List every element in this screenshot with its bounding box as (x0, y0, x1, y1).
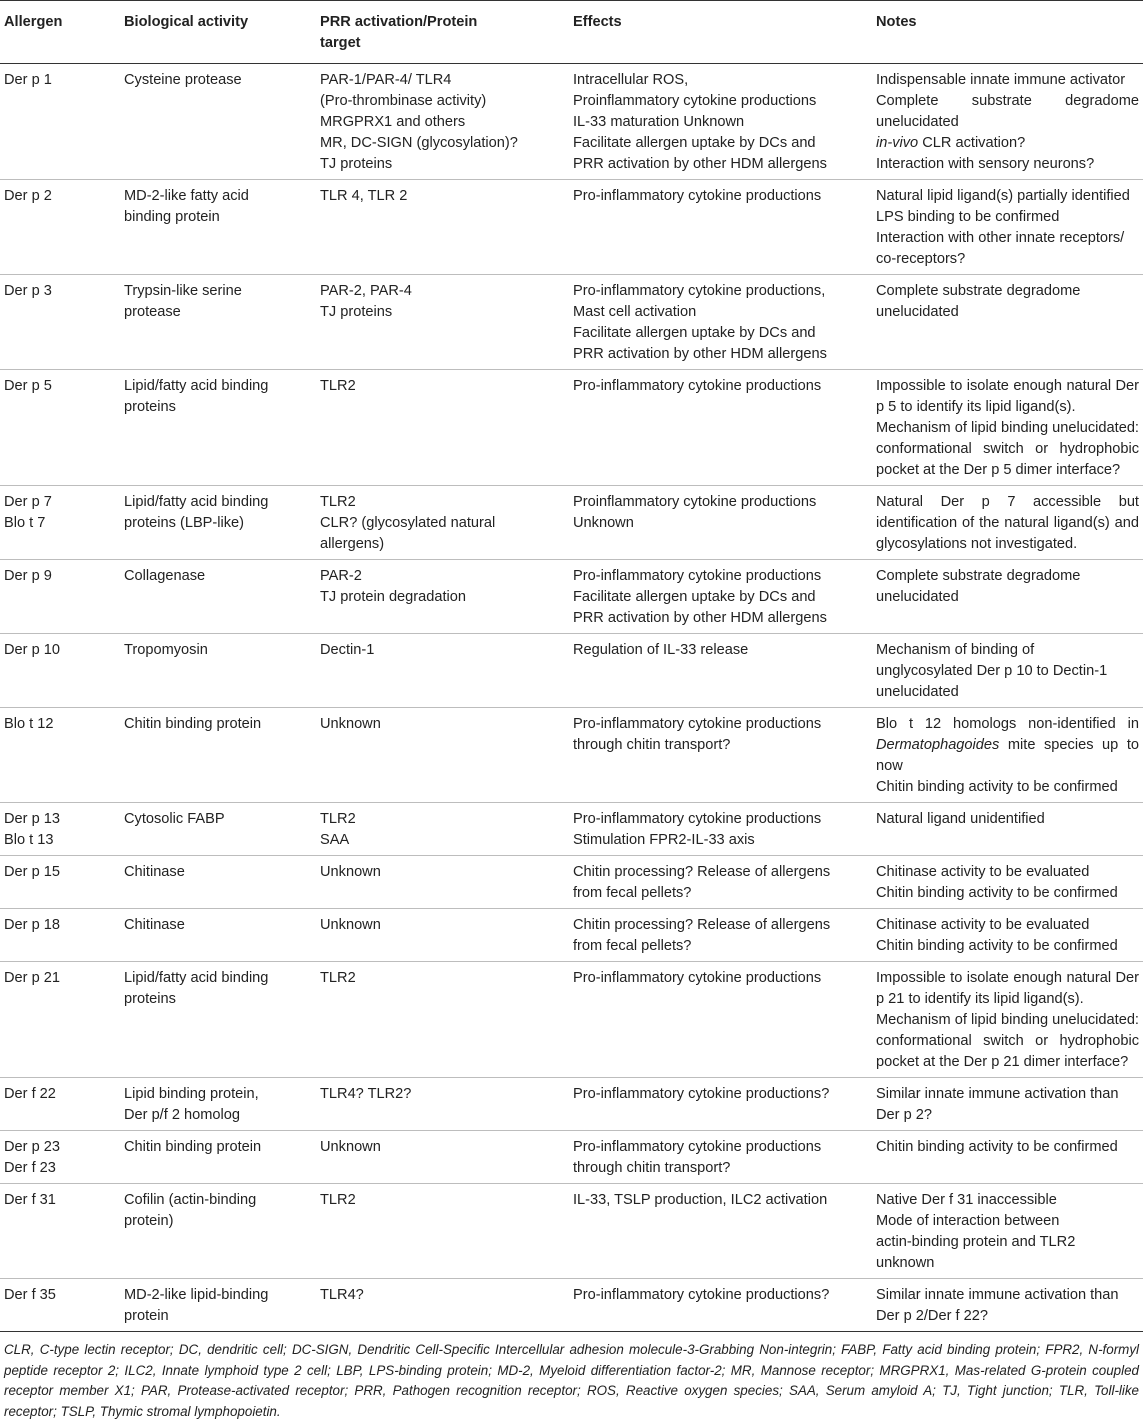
allergen-cell (0, 803, 120, 856)
target-line: MR, DC-SIGN (glycosylation)? (320, 135, 518, 151)
effects-line: Intracellular ROS, (573, 72, 689, 88)
notes-line: Native Der f 31 inaccessible (876, 1192, 1057, 1208)
notes-cell (872, 370, 1143, 486)
allergen-line: Der f 35 (4, 1287, 56, 1303)
header-prr-target (316, 1, 569, 64)
note-italic-term: in-vivo (876, 135, 919, 151)
effects-cell (569, 634, 872, 708)
allergen-line: Der p 23 (4, 1139, 60, 1155)
target-line: TJ protein degradation (320, 589, 467, 605)
target-cell (316, 909, 569, 962)
notes-cell (872, 1279, 1143, 1332)
activity-line: Trypsin-like serine (124, 283, 242, 299)
notes-line: Impossible to isolate enough natural Der p 5 to identify its lipid ligand(s). (876, 378, 1139, 415)
activity-line: Cytosolic FABP (124, 811, 225, 827)
activity-line: protease (124, 304, 181, 320)
notes-line: Chitin binding activity to be confirmed (876, 1139, 1118, 1155)
target-cell (316, 962, 569, 1078)
notes-cell (872, 64, 1143, 180)
activity-cell (120, 634, 316, 708)
allergen-line: Der f 22 (4, 1086, 56, 1102)
table-row (0, 708, 1143, 803)
table-row (0, 560, 1143, 634)
target-line: TLR4? (320, 1287, 364, 1303)
target-line: PAR-2 (320, 568, 362, 584)
activity-cell (120, 909, 316, 962)
allergen-line: Der f 31 (4, 1192, 56, 1208)
target-line: TLR4? TLR2? (320, 1086, 412, 1102)
effects-line: PRR activation by other HDM allergens (573, 610, 827, 626)
notes-line: Indispensable innate immune activator (876, 72, 1126, 88)
notes-line: actin-binding protein and TLR2 (876, 1234, 1076, 1250)
allergen-cell (0, 275, 120, 370)
target-cell (316, 803, 569, 856)
effects-cell (569, 180, 872, 275)
effects-line: through chitin transport? (573, 1160, 731, 1176)
allergen-line: Blo t 12 (4, 716, 54, 732)
target-cell (316, 275, 569, 370)
notes-cell (872, 1184, 1143, 1279)
target-line: TJ proteins (320, 156, 393, 172)
activity-line: Cofilin (actin-binding (124, 1192, 257, 1208)
allergen-cell (0, 180, 120, 275)
target-cell (316, 180, 569, 275)
table-row (0, 909, 1143, 962)
target-cell (316, 1279, 569, 1332)
effects-line: Pro-inflammatory cytokine productions (573, 378, 822, 394)
notes-line: unelucidated (876, 684, 959, 700)
activity-line: proteins (124, 991, 176, 1007)
allergen-cell (0, 1184, 120, 1279)
effects-line: Unknown (573, 515, 634, 531)
effects-line: Stimulation FPR2-IL-33 axis (573, 832, 755, 848)
allergen-cell (0, 634, 120, 708)
target-cell (316, 1184, 569, 1279)
target-line: TLR2 (320, 811, 356, 827)
effects-line: through chitin transport? (573, 737, 731, 753)
header-notes: Notes (876, 14, 917, 30)
target-line: PAR-1/PAR-4/ TLR4 (320, 72, 452, 88)
allergen-cell (0, 1279, 120, 1332)
allergen-cell (0, 64, 120, 180)
activity-line: protein (124, 1308, 169, 1324)
effects-line: Proinflammatory cytokine productions (573, 93, 817, 109)
notes-line: unelucidated (876, 589, 959, 605)
allergen-line: Der p 9 (4, 568, 52, 584)
activity-cell (120, 708, 316, 803)
effects-line: Pro-inflammatory cytokine productions (573, 568, 822, 584)
table-row (0, 486, 1143, 560)
allergen-line: Der p 1 (4, 72, 52, 88)
notes-line: LPS binding to be confirmed (876, 209, 1060, 225)
notes-cell (872, 856, 1143, 909)
target-line: SAA (320, 832, 350, 848)
header-prr-target-text: PRR activation/Protein target (320, 14, 478, 51)
note-line: Chitin binding activity to be confirmed (876, 779, 1118, 795)
header-effects: Effects (573, 14, 622, 30)
notes-line: unglycosylated Der p 10 to Dectin-1 (876, 663, 1108, 679)
allergen-cell (0, 1078, 120, 1131)
table-body (0, 64, 1143, 1332)
table-row (0, 803, 1143, 856)
allergen-line: Der p 15 (4, 864, 60, 880)
target-line: PAR-2, PAR-4 (320, 283, 412, 299)
target-line: Unknown (320, 716, 381, 732)
activity-cell (120, 1078, 316, 1131)
activity-line: Chitinase (124, 864, 185, 880)
activity-cell (120, 803, 316, 856)
allergen-line: Der p 7 (4, 494, 52, 510)
target-line: allergens) (320, 536, 385, 552)
table-row (0, 1078, 1143, 1131)
allergen-line: Der p 18 (4, 917, 60, 933)
activity-cell (120, 962, 316, 1078)
allergen-cell (0, 708, 120, 803)
target-cell (316, 1078, 569, 1131)
effects-line: IL-33 maturation Unknown (573, 114, 745, 130)
effects-cell (569, 909, 872, 962)
notes-cell (872, 909, 1143, 962)
notes-line: Natural ligand unidentified (876, 811, 1045, 827)
notes-line: Mode of interaction between (876, 1213, 1060, 1229)
notes-line: Der p 2? (876, 1107, 932, 1123)
activity-line: Chitin binding protein (124, 1139, 262, 1155)
notes-cell (872, 634, 1143, 708)
note-text: mite species up to now (876, 737, 1139, 774)
effects-line: Proinflammatory cytokine productions (573, 494, 817, 510)
note-text: Blo t 12 homologs non-identified in (876, 716, 1139, 732)
effects-line: Pro-inflammatory cytokine productions? (573, 1086, 830, 1102)
effects-line: from fecal pellets? (573, 885, 692, 901)
activity-cell (120, 856, 316, 909)
allergen-cell (0, 486, 120, 560)
activity-line: proteins (LBP-like) (124, 515, 245, 531)
activity-line: Lipid/fatty acid binding (124, 970, 269, 986)
activity-cell (120, 1131, 316, 1184)
target-cell (316, 560, 569, 634)
notes-line: Natural lipid ligand(s) partially identified (876, 188, 1130, 204)
header-biological-activity: Biological activity (124, 14, 249, 30)
allergen-cell (0, 1131, 120, 1184)
notes-line: Similar innate immune activation than (876, 1086, 1119, 1102)
activity-cell (120, 64, 316, 180)
effects-line: Facilitate allergen uptake by DCs and (573, 135, 816, 151)
notes-line: Chitin binding activity to be confirmed (876, 938, 1118, 954)
allergen-line: Der p 21 (4, 970, 60, 986)
allergen-cell (0, 370, 120, 486)
notes-line: Mechanism of binding of (876, 642, 1035, 658)
notes-line: Chitinase activity to be evaluated (876, 864, 1090, 880)
activity-cell (120, 1184, 316, 1279)
activity-line: Chitin binding protein (124, 716, 262, 732)
effects-cell (569, 803, 872, 856)
notes-line: unelucidated (876, 304, 959, 320)
table-row (0, 1131, 1143, 1184)
notes-cell (872, 708, 1143, 803)
effects-cell (569, 1184, 872, 1279)
table-header-row (0, 1, 1143, 64)
target-cell (316, 370, 569, 486)
effects-line: Pro-inflammatory cytokine productions? (573, 1287, 830, 1303)
effects-cell (569, 486, 872, 560)
activity-line: Chitinase (124, 917, 185, 933)
table-row (0, 370, 1143, 486)
notes-cell (872, 1131, 1143, 1184)
table-row (0, 962, 1143, 1078)
effects-line: Pro-inflammatory cytokine productions (573, 811, 822, 827)
target-cell (316, 856, 569, 909)
notes-line: Der p 2/Der f 22? (876, 1308, 988, 1324)
allergen-cell (0, 856, 120, 909)
effects-line: Mast cell activation (573, 304, 697, 320)
target-line: TLR2 (320, 494, 356, 510)
activity-cell (120, 180, 316, 275)
note-line (876, 714, 1139, 777)
target-cell (316, 64, 569, 180)
notes-cell (872, 275, 1143, 370)
effects-cell (569, 275, 872, 370)
table-row (0, 634, 1143, 708)
activity-cell (120, 486, 316, 560)
effects-line: Pro-inflammatory cytokine productions (573, 188, 822, 204)
target-line: Unknown (320, 1139, 381, 1155)
activity-line: proteins (124, 399, 176, 415)
effects-line: Pro-inflammatory cytokine productions (573, 716, 822, 732)
table-row (0, 180, 1143, 275)
activity-line: Der p/f 2 homolog (124, 1107, 241, 1123)
notes-cell (872, 1078, 1143, 1131)
allergen-cell (0, 560, 120, 634)
target-line: TLR2 (320, 970, 356, 986)
notes-cell (872, 803, 1143, 856)
notes-line: Similar innate immune activation than (876, 1287, 1119, 1303)
activity-line: Lipid binding protein, (124, 1086, 259, 1102)
activity-cell (120, 560, 316, 634)
activity-line: MD-2-like lipid-binding (124, 1287, 269, 1303)
effects-cell (569, 64, 872, 180)
effects-line: PRR activation by other HDM allergens (573, 156, 827, 172)
activity-cell (120, 1279, 316, 1332)
notes-cell (872, 486, 1143, 560)
notes-line: Complete substrate degradome unelucidated (876, 93, 1139, 130)
target-line: TLR2 (320, 378, 356, 394)
allergen-line: Der f 23 (4, 1160, 56, 1176)
effects-line: Chitin processing? Release of allergens (573, 917, 831, 933)
notes-line: Interaction with other innate receptors/ (876, 230, 1125, 246)
effects-cell (569, 1279, 872, 1332)
effects-line: IL-33, TSLP production, ILC2 activation (573, 1192, 828, 1208)
effects-line: Facilitate allergen uptake by DCs and (573, 325, 816, 341)
header-allergen: Allergen (4, 14, 63, 30)
activity-line: binding protein (124, 209, 220, 225)
activity-line: Lipid/fatty acid binding (124, 378, 269, 394)
target-line: TLR 4, TLR 2 (320, 188, 408, 204)
effects-line: Facilitate allergen uptake by DCs and (573, 589, 816, 605)
notes-line: Mechanism of lipid binding unelucidated: conformational switch or hydrophobic pocket at the Der p 21 dimer interface? (876, 1012, 1139, 1070)
effects-line: Pro-inflammatory cytokine productions, (573, 283, 826, 299)
notes-line: Chitinase activity to be evaluated (876, 917, 1090, 933)
activity-line: protein) (124, 1213, 174, 1229)
effects-cell (569, 962, 872, 1078)
target-line: TJ proteins (320, 304, 393, 320)
target-cell (316, 1131, 569, 1184)
effects-cell (569, 856, 872, 909)
target-cell (316, 486, 569, 560)
activity-line: MD-2-like fatty acid (124, 188, 249, 204)
notes-line: Impossible to isolate enough natural Der p 21 to identify its lipid ligand(s). (876, 970, 1139, 1007)
effects-cell (569, 560, 872, 634)
effects-line: Regulation of IL-33 release (573, 642, 749, 658)
effects-line: Pro-inflammatory cytokine productions (573, 970, 822, 986)
notes-line: Chitin binding activity to be confirmed (876, 885, 1118, 901)
allergen-line: Der p 10 (4, 642, 60, 658)
target-cell (316, 634, 569, 708)
effects-line: from fecal pellets? (573, 938, 692, 954)
activity-line: Lipid/fatty acid binding (124, 494, 269, 510)
target-line: Unknown (320, 864, 381, 880)
table-footnote: CLR, C-type lectin receptor; DC, dendritic cell; DC-SIGN, Dendritic Cell-Specific Intercellular adhesion molecule-3-Grabbing Non-integrin; FABP, Fatty acid binding protein; FPR2, N-formyl peptide receptor 2; ILC2, Innate lymphoid type 2 cell; LBP, LPS-binding protein; MD-2, Myeloid differentiation factor-2; MR, Mannose receptor; MRGPRX1, Mas-related G-protein coupled receptor member X1; PAR, Protease-activated receptor; PRR, Pathogen recognition receptor; ROS, Reactive oxygen species; SAA, Serum amyloid A; TJ, Tight junction; TLR, Toll-like receptor; TSLP, Thymic stromal lymphopoietin. (4, 1342, 1139, 1419)
effects-cell (569, 1078, 872, 1131)
notes-line: co-receptors? (876, 251, 966, 267)
notes-cell (872, 180, 1143, 275)
table-row (0, 275, 1143, 370)
table-row (0, 856, 1143, 909)
notes-line: in-vivo CLR activation? (876, 135, 1026, 151)
notes-line: Natural Der p 7 accessible but identification of the natural ligand(s) and glycosylations not investigated. (876, 494, 1139, 552)
activity-cell (120, 370, 316, 486)
effects-line: PRR activation by other HDM allergens (573, 346, 827, 362)
effects-line: Chitin processing? Release of allergens (573, 864, 831, 880)
allergen-line: Der p 13 (4, 811, 60, 827)
allergen-line: Blo t 13 (4, 832, 54, 848)
notes-line: unknown (876, 1255, 935, 1271)
notes-line: Interaction with sensory neurons? (876, 156, 1095, 172)
effects-line: Pro-inflammatory cytokine productions (573, 1139, 822, 1155)
table-row (0, 1279, 1143, 1332)
table-row (0, 64, 1143, 180)
notes-cell (872, 560, 1143, 634)
activity-cell (120, 275, 316, 370)
effects-cell (569, 1131, 872, 1184)
target-line: TLR2 (320, 1192, 356, 1208)
allergen-line: Der p 2 (4, 188, 52, 204)
allergen-cell (0, 962, 120, 1078)
target-line: Unknown (320, 917, 381, 933)
target-line: Dectin-1 (320, 642, 375, 658)
note-genus-italic: Dermatophagoides (876, 737, 1000, 753)
activity-line: Collagenase (124, 568, 206, 584)
notes-line: Complete substrate degradome (876, 283, 1081, 299)
allergen-cell (0, 909, 120, 962)
target-cell (316, 708, 569, 803)
notes-line: Mechanism of lipid binding unelucidated: conformational switch or hydrophobic pocket at the Der p 5 dimer interface? (876, 420, 1139, 478)
notes-line: Complete substrate degradome (876, 568, 1081, 584)
table-row (0, 1184, 1143, 1279)
allergen-line: Blo t 7 (4, 515, 46, 531)
target-line: MRGPRX1 and others (320, 114, 466, 130)
target-line: (Pro-thrombinase activity) (320, 93, 487, 109)
effects-cell (569, 370, 872, 486)
effects-cell (569, 708, 872, 803)
activity-line: Cysteine protease (124, 72, 242, 88)
allergen-line: Der p 5 (4, 378, 52, 394)
target-line: CLR? (glycosylated natural (320, 515, 496, 531)
activity-line: Tropomyosin (124, 642, 208, 658)
notes-cell (872, 962, 1143, 1078)
allergen-line: Der p 3 (4, 283, 52, 299)
